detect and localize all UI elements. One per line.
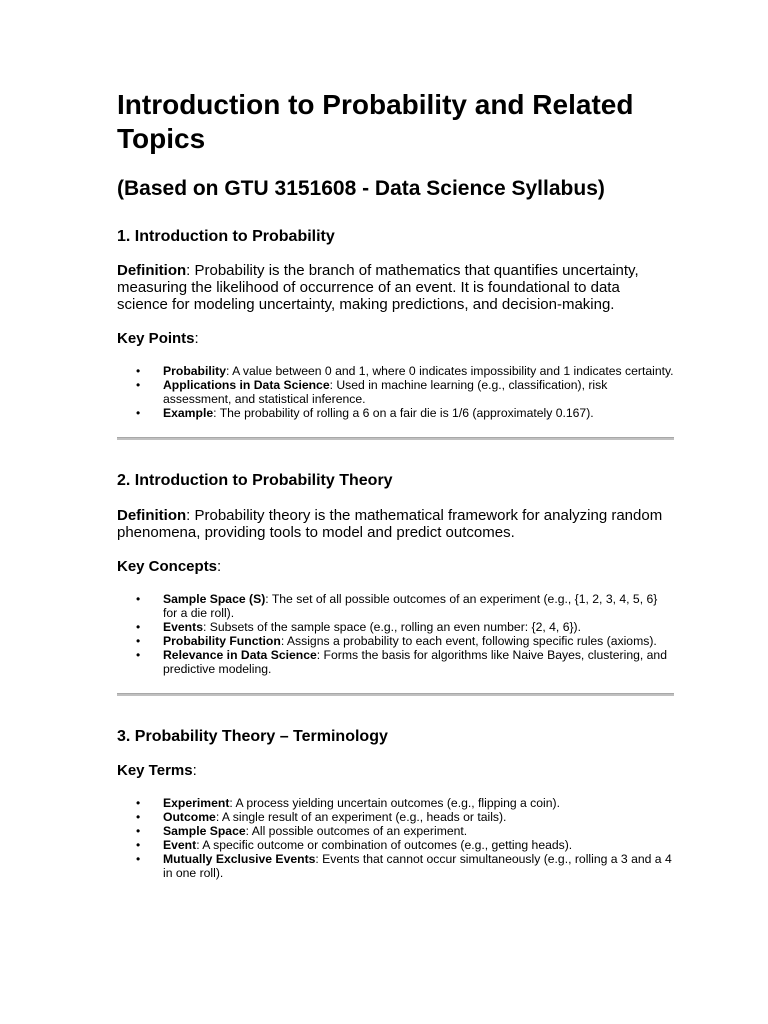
definition-label: Definition bbox=[117, 507, 187, 524]
list-item bbox=[163, 852, 674, 880]
list-item-text: : Assigns a probability to each event, following specific rules (axioms). bbox=[280, 634, 657, 648]
list-item-text: : Used in machine learning (e.g., classification), risk assessment, and statistical inference. bbox=[163, 378, 608, 406]
definition-text: : Probability theory is the mathematical framework for analyzing random phenomena, providing tools to model and predict outcomes. bbox=[117, 507, 663, 541]
list-label-colon: : bbox=[194, 330, 199, 347]
list-item-term: Probability bbox=[163, 364, 226, 378]
list-label: Key Concepts bbox=[117, 558, 218, 575]
list-item bbox=[163, 824, 674, 838]
list-label-paragraph bbox=[117, 330, 674, 347]
key-terms-list bbox=[117, 796, 674, 880]
list-item-term: Example bbox=[163, 406, 214, 420]
list-item-text: : A single result of an experiment (e.g., heads or tails). bbox=[215, 810, 507, 824]
section-probability-terminology bbox=[117, 696, 674, 880]
list-item-term: Experiment bbox=[163, 796, 230, 810]
list-label-colon: : bbox=[217, 558, 222, 575]
list-item-term: Sample Space bbox=[163, 824, 246, 838]
list-item-text: : The probability of rolling a 6 on a fair die is 1/6 (approximately 0.167). bbox=[213, 406, 594, 420]
list-item-term: Sample Space (S) bbox=[163, 592, 266, 606]
list-item-term: Applications in Data Science bbox=[163, 378, 330, 392]
definition-paragraph bbox=[117, 507, 674, 541]
list-item-text: : A specific outcome or combination of outcomes (e.g., getting heads). bbox=[196, 838, 573, 852]
key-points-list bbox=[117, 364, 674, 420]
list-item-text: : All possible outcomes of an experiment. bbox=[245, 824, 468, 838]
list-item-text: : Subsets of the sample space (e.g., rolling an even number: {2, 4, 6}). bbox=[202, 620, 582, 634]
section-heading: 3. Probability Theory – Terminology bbox=[117, 728, 388, 745]
section-heading: 1. Introduction to Probability bbox=[117, 228, 335, 245]
list-item bbox=[163, 796, 674, 810]
list-item bbox=[163, 406, 674, 420]
list-label-colon: : bbox=[192, 762, 197, 779]
list-label: Key Terms bbox=[117, 762, 193, 779]
list-item-term: Mutually Exclusive Events bbox=[163, 852, 316, 866]
list-item bbox=[163, 620, 674, 634]
list-item bbox=[163, 634, 674, 648]
document-title: Introduction to Probability and Related Topics bbox=[117, 89, 634, 154]
list-item-term: Events bbox=[163, 620, 203, 634]
definition-paragraph bbox=[117, 262, 674, 313]
definition-text: : Probability is the branch of mathematics that quantifies uncertainty, measuring the likelihood of occurrence of an event. It is foundational to data science for modeling uncertainty, making predictions, and decision-making. bbox=[117, 262, 639, 313]
list-item-term: Outcome bbox=[163, 810, 216, 824]
section-heading: 2. Introduction to Probability Theory bbox=[117, 472, 393, 489]
definition-label: Definition bbox=[117, 262, 187, 279]
list-item bbox=[163, 592, 674, 620]
section-probability-theory bbox=[117, 440, 674, 696]
list-item-text: : Forms the basis for algorithms like Naive Bayes, clustering, and predictive modeling. bbox=[163, 648, 667, 676]
list-item bbox=[163, 648, 674, 676]
list-item bbox=[163, 810, 674, 824]
list-item bbox=[163, 838, 674, 852]
list-item-text: : A value between 0 and 1, where 0 indicates impossibility and 1 indicates certainty. bbox=[225, 364, 674, 378]
list-item bbox=[163, 364, 674, 378]
list-item-term: Probability Function bbox=[163, 634, 281, 648]
list-item-text: : The set of all possible outcomes of an experiment (e.g., {1, 2, 3, 4, 5, 6} for a die roll). bbox=[163, 592, 658, 620]
list-item-text: : A process yielding uncertain outcomes (e.g., flipping a coin). bbox=[229, 796, 560, 810]
list-item bbox=[163, 378, 674, 406]
list-label-paragraph bbox=[117, 558, 674, 575]
document-subtitle: (Based on GTU 3151608 - Data Science Syllabus) bbox=[117, 177, 605, 200]
list-item-text: : Events that cannot occur simultaneously (e.g., rolling a 3 and a 4 in one roll). bbox=[163, 852, 672, 880]
list-item-term: Relevance in Data Science bbox=[163, 648, 317, 662]
list-label: Key Points bbox=[117, 330, 195, 347]
key-concepts-list bbox=[117, 592, 674, 676]
section-introduction-to-probability bbox=[117, 227, 674, 440]
list-item-term: Event bbox=[163, 838, 197, 852]
list-label-paragraph bbox=[117, 762, 674, 779]
